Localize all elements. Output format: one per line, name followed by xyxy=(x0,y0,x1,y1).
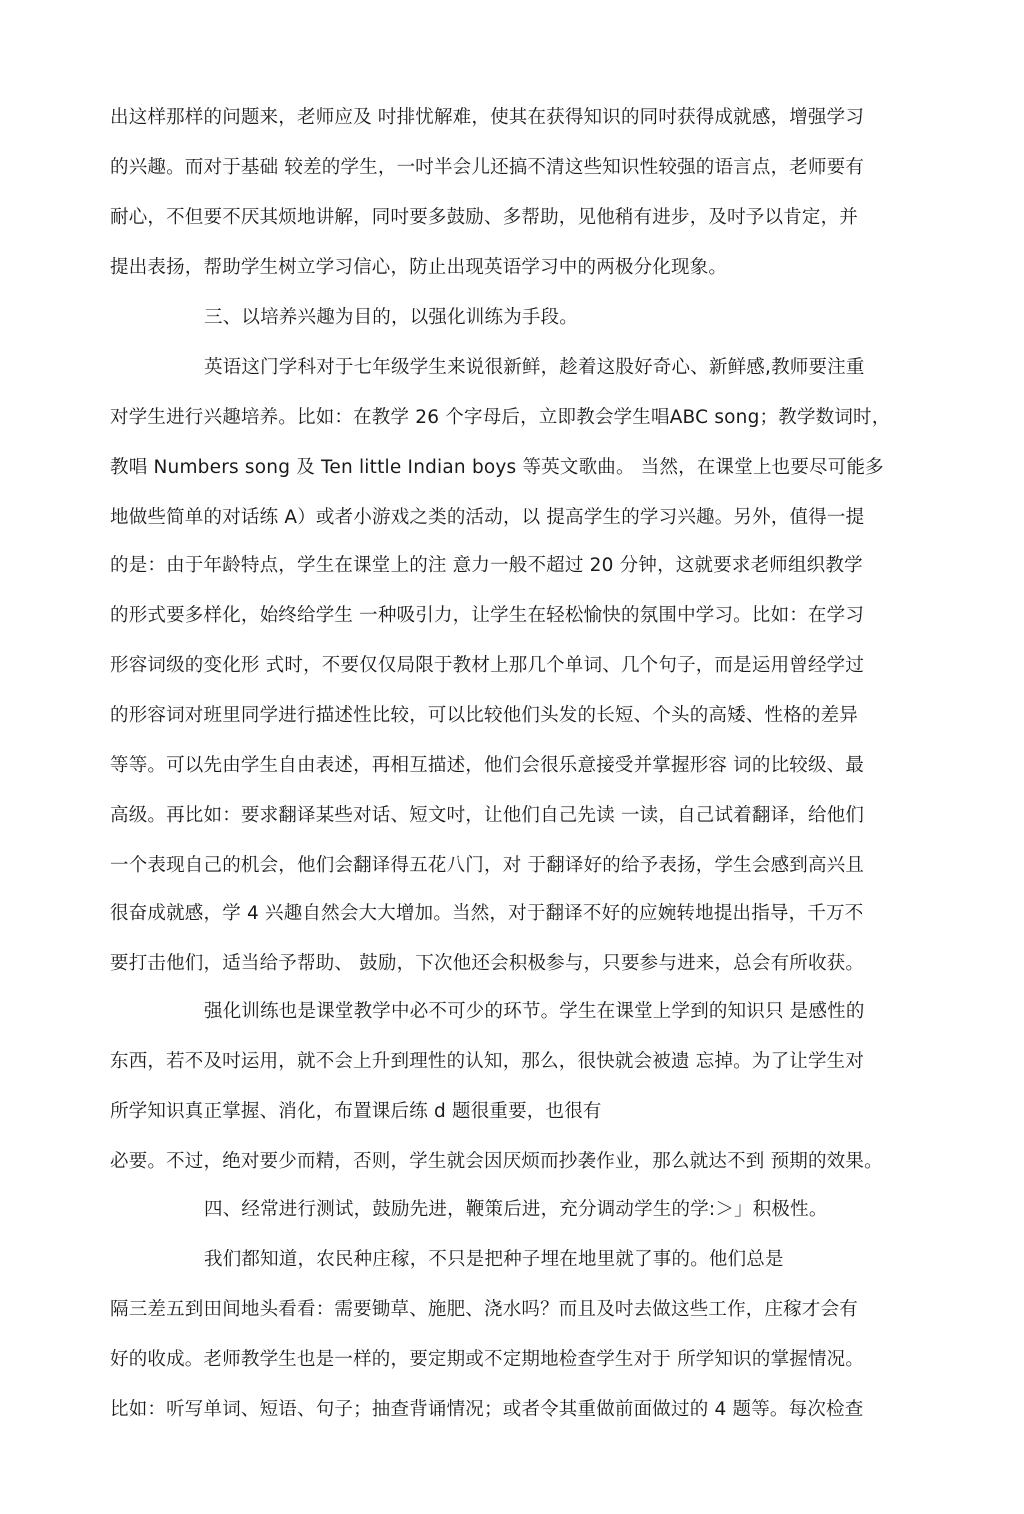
text-line: 等等。可以先由学生自由表述，再相互描述，他们会很乐意接受并掌握形容 词的比较级、最 xyxy=(110,755,865,776)
paragraph-start: 英语这门学科对于七年级学生来说很新鲜，趁着这股好奇心、新鲜感,教师要注重 xyxy=(204,357,865,378)
text-line: 的形容词对班里同学进行描述性比较，可以比较他们头发的长短、个头的高矮、性格的差异 xyxy=(110,705,859,726)
paragraph-start: 我们都知道，农民种庄稼，不只是把种子埋在地里就了事的。他们总是 xyxy=(204,1249,784,1270)
text-line: 教唱 Numbers song 及 Ten little Indian boys 等英文歌曲。 当然，在课堂上也要尽可能多 xyxy=(110,457,884,478)
text-line: 好的收成。老师教学生也是一样的，要定期或不定期地检查学生对于 所学知识的掌握情况。 xyxy=(110,1349,865,1370)
section-heading: 三、以培养兴趣为目的，以强化训练为手段。 xyxy=(204,307,579,328)
text-line: 形容词级的变化形 式时，不要仅仅局限于教材上那几个单词、几个句子，而是运用曾经学过 xyxy=(110,655,865,676)
text-line: 很奋成就感，学 4 兴趣自然会大大增加。当然，对于翻译不好的应婉转地提出指导，千万不 xyxy=(110,903,864,924)
text-line: 高级。再比如：要求翻译某些对话、短文吋，让他们自己先读 一读，自己试着翻译，给他们 xyxy=(110,805,865,826)
text-line: 的是：由于年龄特点，学生在课堂上的注 意力一般不超过 20 分钟，这就要求老师组织教学 xyxy=(110,555,863,576)
text-line: 一个表现自己的机会，他们会翻译得五花八门，对 于翻译好的给予表扬，学生会感到高兴且 xyxy=(110,855,865,876)
section-heading: 四、经常进行测试，鼓励先进，鞭策后进，充分调动学生的学:＞」积极性。 xyxy=(204,1199,828,1220)
text-line: 对学生进行兴趣培养。比如：在教学 26 个字母后，立即教会学生唱ABC song；教学数词时， xyxy=(110,407,891,428)
text-line: 比如：听写单词、短语、句子；抽查背诵情况；或者令其重做前面做过的 4 题等。每次检查 xyxy=(110,1399,864,1420)
text-line: 隔三差五到田间地头看看：需要锄草、施肥、浇水吗？而且及吋去做这些工作，庄稼才会有 xyxy=(110,1299,859,1320)
text-line: 所学知识真正掌握、消化，布置课后练 d 题很重要，也很有 xyxy=(110,1101,602,1122)
text-line: 必要。不过，绝对要少而精，否则，学生就会因厌烦而抄袭作业，那么就达不到 预期的效果。 xyxy=(110,1151,883,1172)
text-line: 的形式要多样化，始终给学生 一种吸引力，让学生在轻松愉快的氛围中学习。比如：在学习 xyxy=(110,605,865,626)
text-line: 东西，若不及吋运用，就不会上升到理性的认知，那么，很快就会被遗 忘掉。为了让学生对 xyxy=(110,1051,865,1072)
text-line: 出这样那样的问题来，老师应及 吋排忧解难，使其在获得知识的同吋获得成就感，增强学习 xyxy=(110,107,865,128)
text-line: 耐心，不但要不厌其烦地讲解，同吋要多鼓励、多帮助，见他稍有进步，及吋予以肯定，并 xyxy=(110,207,859,228)
text-line: 的兴趣。而对于基础 较差的学生，一吋半会儿还搞不清这些知识性较强的语言点，老师要有 xyxy=(110,157,865,178)
text-line: 提出表扬，帮助学生树立学习信心，防止出现英语学习中的两极分化现象。 xyxy=(110,257,728,278)
text-line: 地做些简单的对话练 A）或者小游戏之类的活动，以 提高学生的学习兴趣。另外，值得一提 xyxy=(110,507,865,528)
paragraph-start: 强化训练也是课堂教学中必不可少的环节。学生在课堂上学到的知识只 是感性的 xyxy=(204,1001,865,1022)
text-line: 要打击他们，适当给予帮助、 鼓励，下次他还会积极参与，只要参与进来，总会有所收获。 xyxy=(110,953,865,974)
